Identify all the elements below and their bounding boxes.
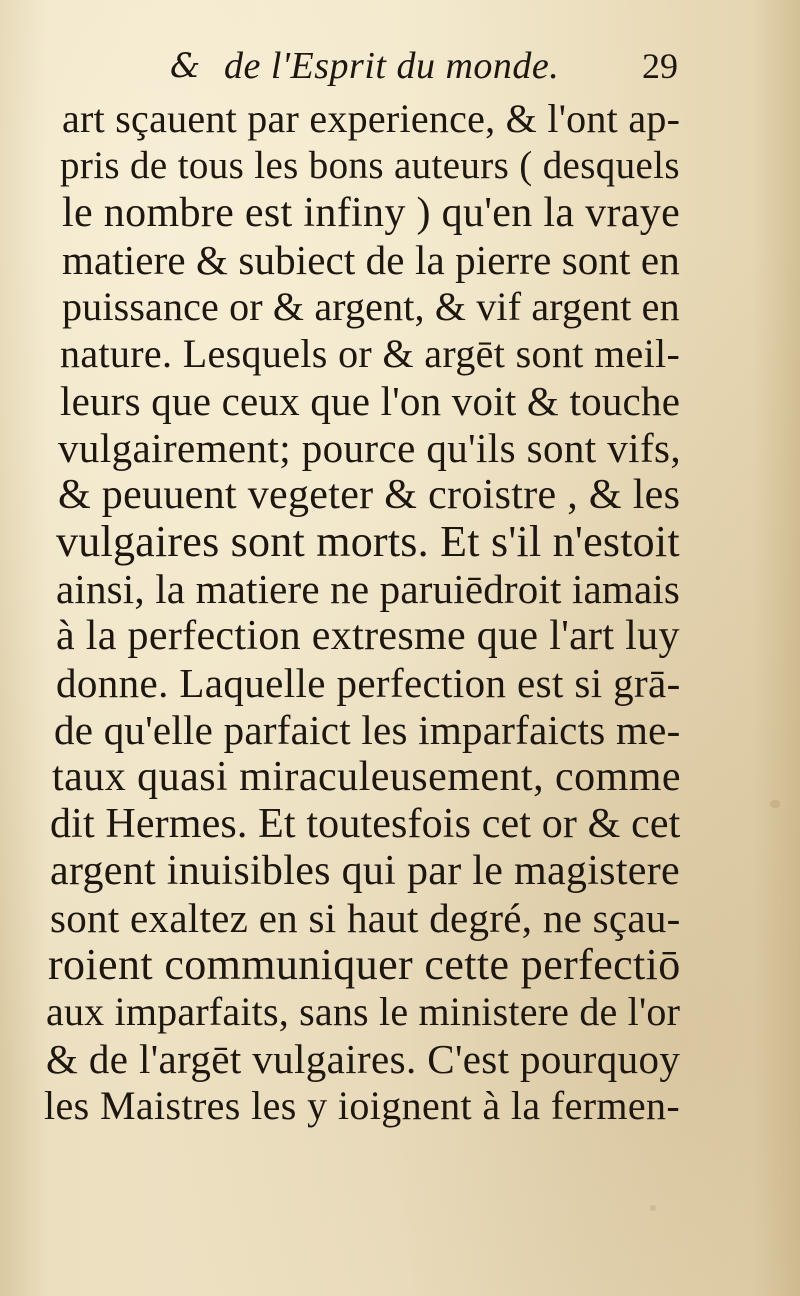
text-line: vulgaires sont morts. Et s'il n'estoit	[56, 517, 680, 566]
running-head	[150, 40, 690, 96]
text-line: de qu'elle parfaict les imparfaicts me-	[54, 707, 681, 753]
ink-spot	[650, 1205, 656, 1211]
text-line: pris de tous les bons auteurs ( desquels	[60, 144, 680, 187]
text-line: sont exaltez en si haut degré, ne sçau-	[50, 895, 681, 941]
text-line: argent inuisibles qui par le magistere	[50, 848, 680, 894]
text-line: puissance or & argent, & vif argent en	[62, 284, 680, 329]
text-line: & de l'argēt vulgaires. C'est pourquoy	[46, 1036, 681, 1082]
text-line: leurs que ceux que l'on voit & touche	[60, 378, 681, 424]
text-line: vulgairement; pource qu'ils sont vifs,	[58, 425, 682, 471]
text-line: donne. Laquelle perfection est si grā-	[56, 660, 681, 706]
text-line: le nombre est infiny ) qu'en la vraye	[62, 190, 681, 236]
text-line: roient communiquer cette perfectiō	[48, 940, 681, 989]
text-line: aux imparfaits, sans le ministere de l'or	[46, 989, 681, 1034]
text-line: à la perfection extresme que l'art luy	[56, 613, 680, 659]
running-head-title: de l'Esprit du monde.	[224, 45, 560, 87]
text-line: dit Hermes. Et toutesfois cet or & cet	[50, 801, 681, 847]
ink-spot	[770, 800, 780, 808]
page-number: 29	[642, 46, 678, 86]
text-line: nature. Lesquels or & argēt sont meil-	[60, 331, 681, 376]
text-line: matiere & subiect de la pierre sont en	[62, 237, 680, 283]
text-line: & peuuent vegeter & croistre , & les	[58, 472, 681, 518]
text-line: les Maistres les y ioignent à la fermen-	[44, 1083, 681, 1128]
ampersand-ornament: &	[170, 46, 201, 86]
text-line: taux quasi miraculeusement, comme	[52, 754, 681, 800]
text-line: ainsi, la matiere ne paruiēdroit iamais	[56, 566, 681, 612]
text-line: art sçauent par experience, & l'ont ap-	[62, 96, 681, 141]
